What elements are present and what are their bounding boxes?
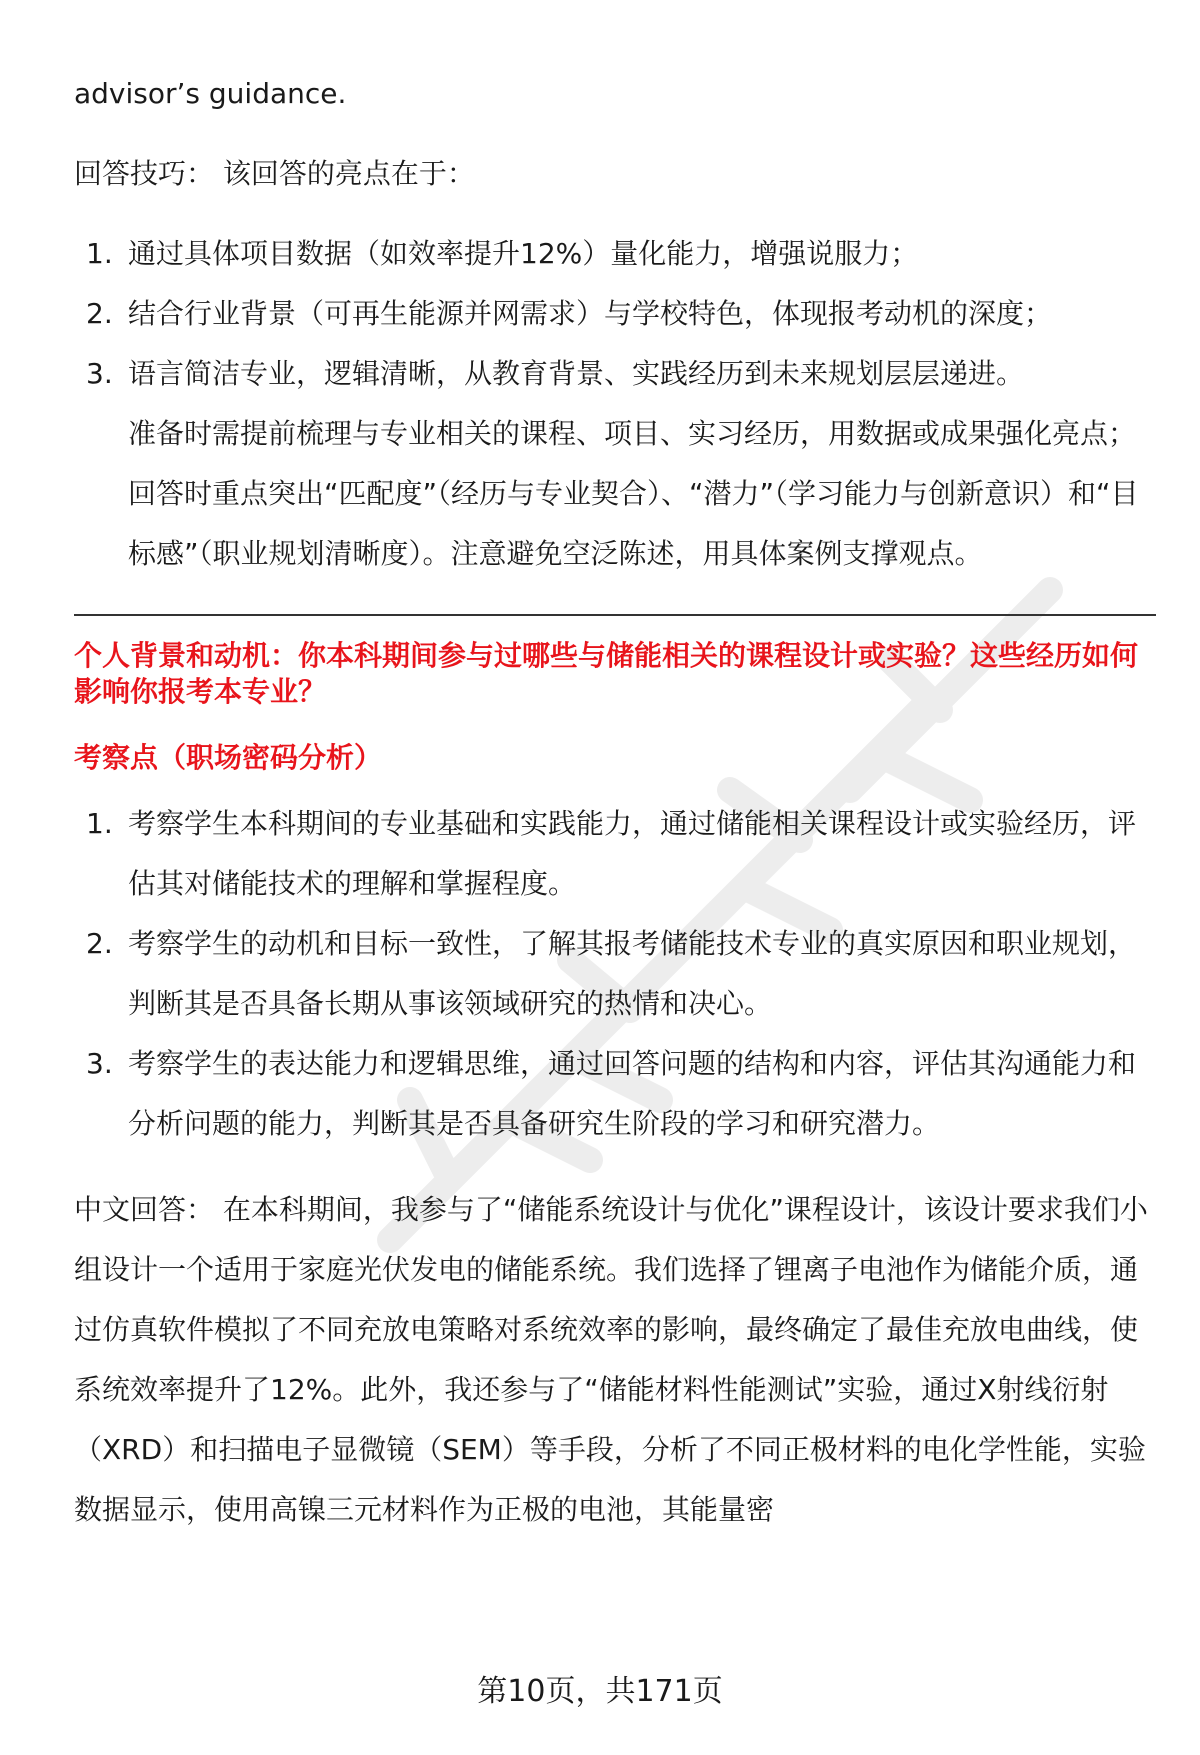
chinese-answer: 中文回答： 在本科期间，我参与了“储能系统设计与优化”课程设计，该设计要求我们小组设计一个适用于家庭光伏发电的储能系统。我们选择了锂离子电池作为储能介质，通过仿真软件模拟了不同充放电策略对系统效率的影响，最终确定了最佳充放电曲线，使系统效率提升了12%。此外，我还参与了“储能材料性能测试”实验，通过X射线衍射（XRD）和扫描电子显微镜（SEM）等手段，分析了不同正极材料的电化学性能，实验数据显示，使用高镍三元材料作为正极的电池，其能量密 (74, 1193, 1148, 1526)
list-item (74, 794, 1156, 914)
section-divider (74, 614, 1156, 616)
list-text: 考察学生的表达能力和逻辑思维，通过回答问题的结构和内容，评估其沟通能力和分析问题的能力，判断其是否具备研究生阶段的学习和研究潜力。 (128, 1047, 1137, 1140)
list-item (74, 914, 1156, 1034)
tips-list (74, 224, 1156, 404)
list-item (74, 284, 1156, 344)
list-item (74, 1034, 1156, 1154)
section-heading: 考察点（职场密码分析） (74, 741, 383, 774)
list-text: 考察学生本科期间的专业基础和实践能力，通过储能相关课程设计或实验经历，评估其对储能技术的理解和掌握程度。 (128, 807, 1137, 900)
list-number: 2. (86, 927, 113, 960)
list-number: 1. (86, 807, 113, 840)
list-number: 2. (86, 297, 113, 330)
list-number: 3. (86, 357, 113, 390)
list-number: 3. (86, 1047, 113, 1080)
list-text: 考察学生的动机和目标一致性，了解其报考储能技术专业的真实原因和职业规划，判断其是否具备长期从事该领域研究的热情和决心。 (128, 927, 1137, 1020)
question-heading: 个人背景和动机：你本科期间参与过哪些与储能相关的课程设计或实验？这些经历如何影响你报考本专业？ (74, 639, 1139, 708)
tips-intro: 回答技巧： 该回答的亮点在于： (74, 157, 475, 190)
list-number: 1. (86, 237, 113, 270)
list-text: 语言简洁专业，逻辑清晰，从教育背景、实践经历到未来规划层层递进。 (128, 357, 1025, 390)
continuation-line: advisor’s guidance. (74, 77, 347, 110)
page-content (74, 64, 1156, 1540)
list-text: 通过具体项目数据（如效率提升12%）量化能力，增强说服力； (128, 237, 919, 270)
page-number: 第10页，共171页 (477, 1674, 723, 1709)
list-item (74, 344, 1156, 404)
prep-advice: 准备时需提前梳理与专业相关的课程、项目、实习经历，用数据或成果强化亮点；回答时重点突出“匹配度”（经历与专业契合）、“潜力”（学习能力与创新意识）和“目标感”（职业规划清晰度）。注意避免空泛陈述，用具体案例支撑观点。 (128, 417, 1139, 570)
list-item (74, 224, 1156, 284)
assessment-points-list (74, 794, 1156, 1154)
list-text: 结合行业背景（可再生能源并网需求）与学校特色，体现报考动机的深度； (128, 297, 1053, 330)
